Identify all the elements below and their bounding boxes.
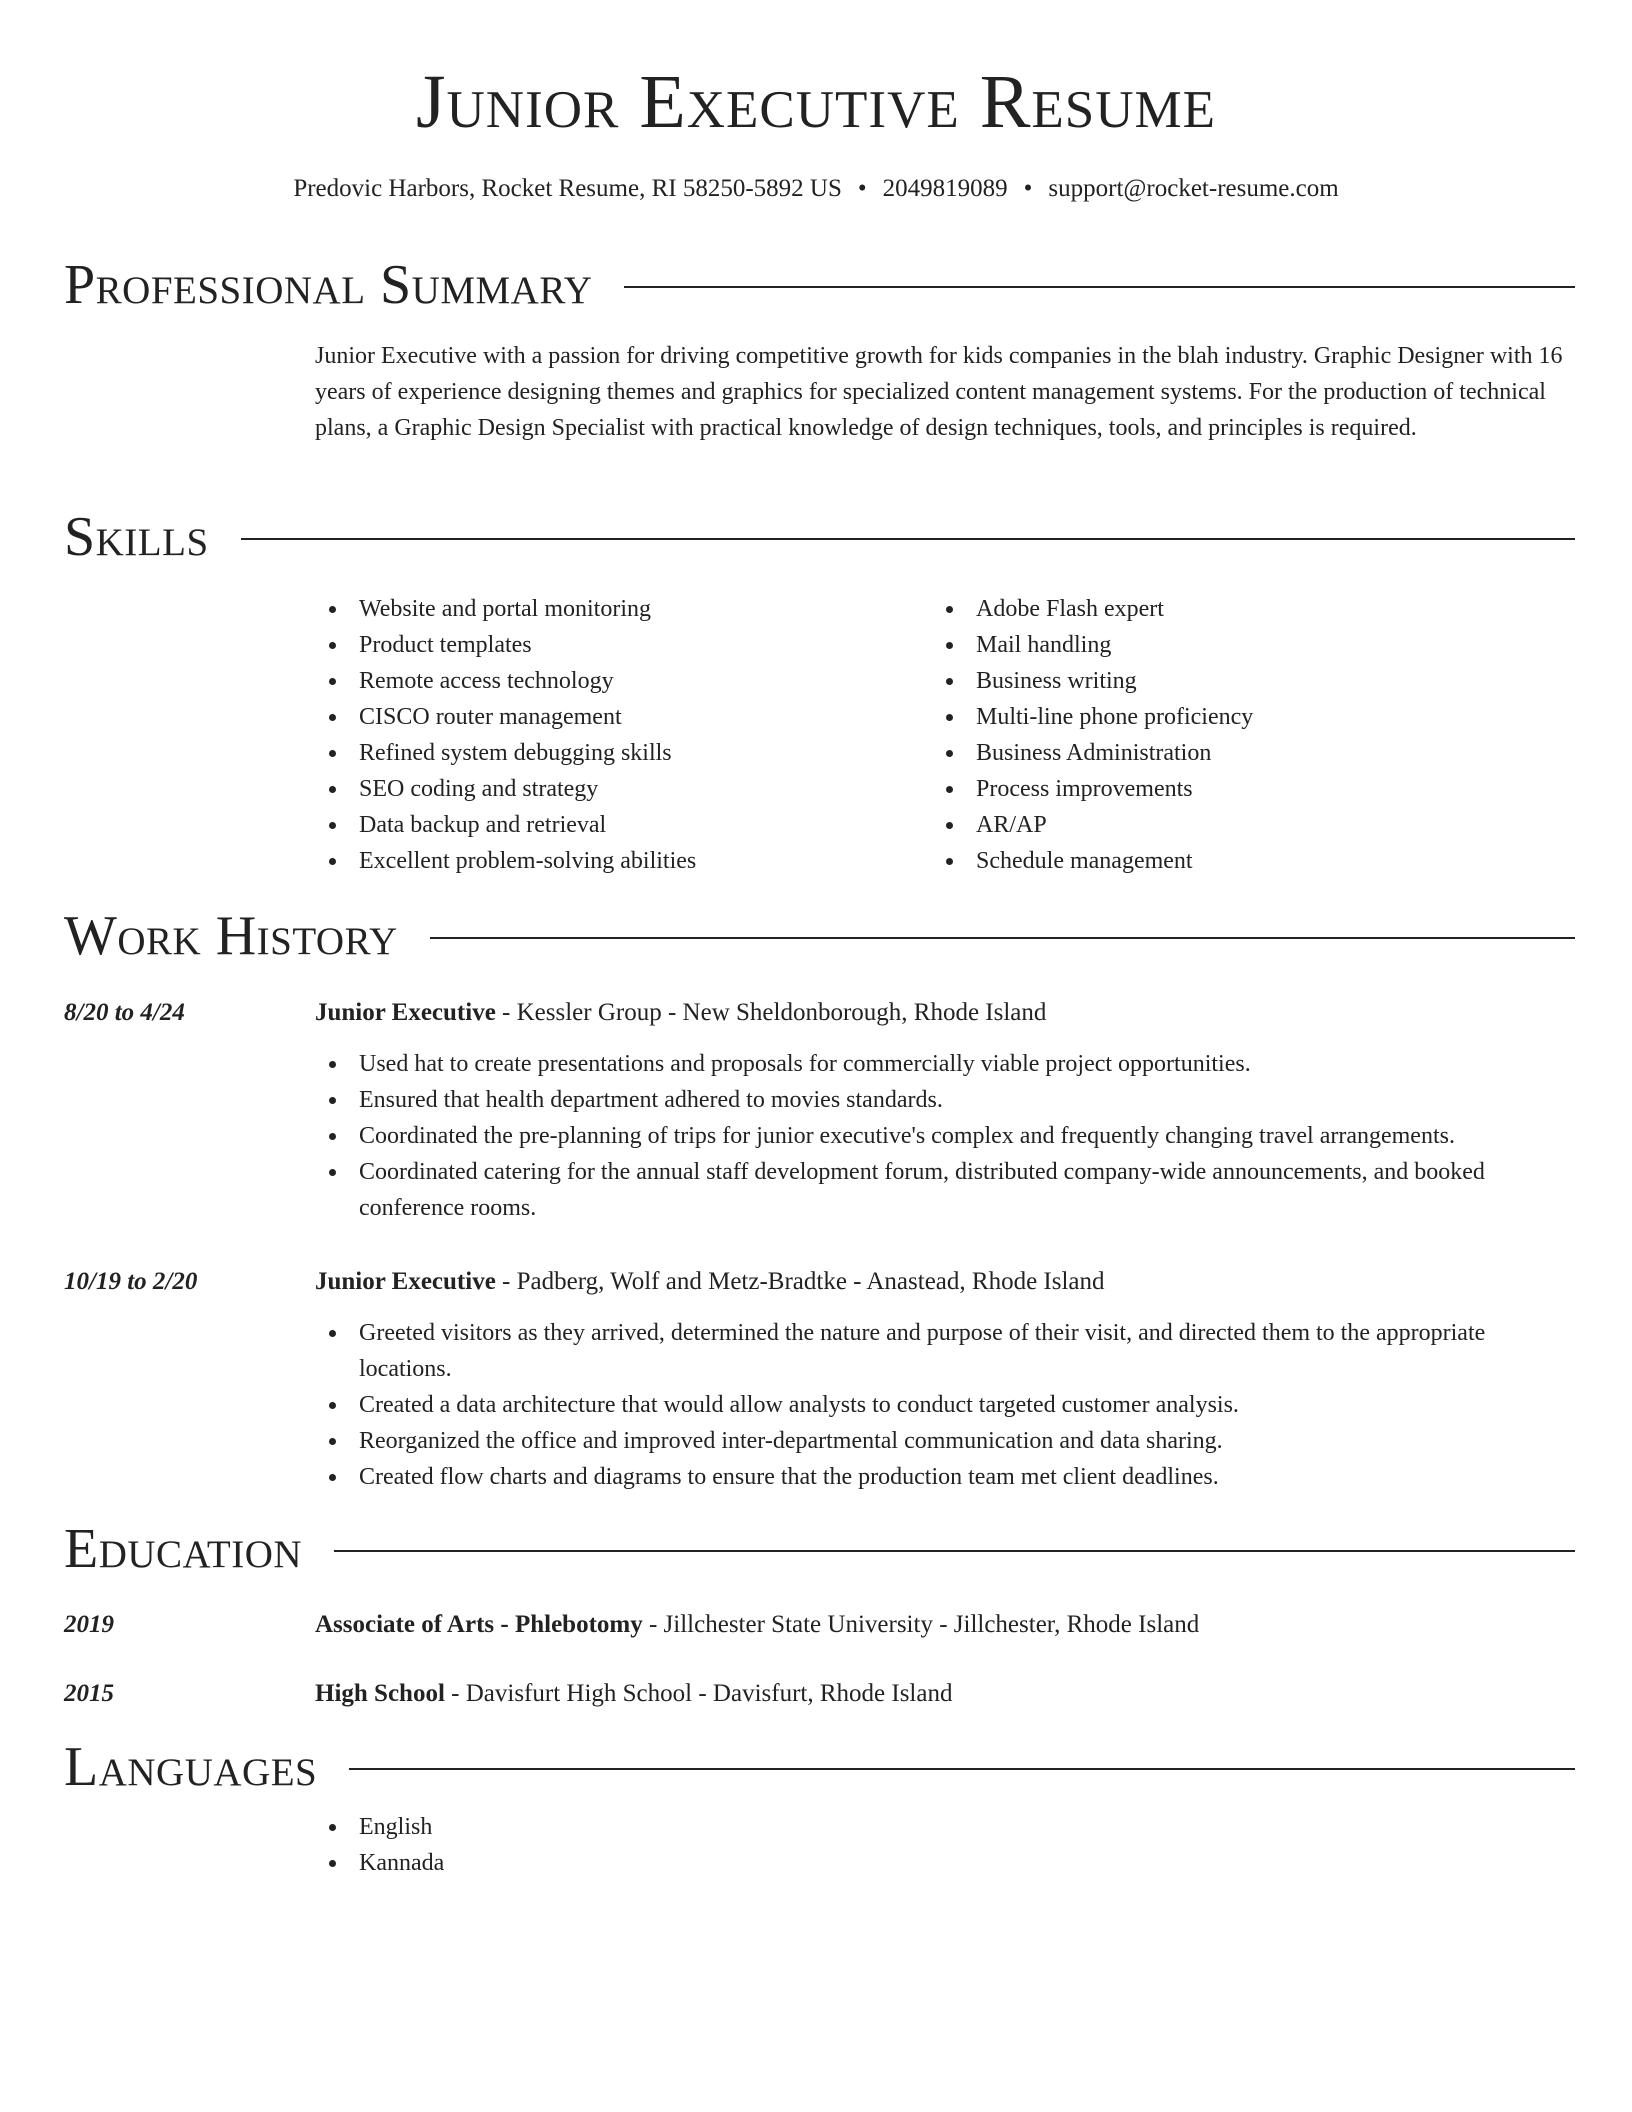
contact-separator: • [857,175,867,202]
duty-item: Coordinated the pre-planning of trips for junior executive's complex and frequently changing travel arrangements. [315,1118,1575,1154]
contact-line [0,172,1632,206]
skill-item: Data backup and retrieval [315,807,932,843]
job-duties [315,1046,1575,1226]
summary-section-title: Professional Summary [64,254,593,316]
job-title: Junior Executive [315,1268,496,1295]
section-divider [241,538,1575,540]
duty-item: Ensured that health department adhered to movies standards. [315,1082,1575,1118]
duty-item: Created flow charts and diagrams to ensure that the production team met client deadlines. [315,1459,1575,1495]
duty-item: Coordinated catering for the annual staff development forum, distributed company-wide announcements, and booked conference rooms. [315,1154,1575,1226]
skill-item: Business Administration [932,735,1549,771]
education-year: 2019 [64,1611,114,1638]
duty-item: Used hat to create presentations and proposals for commercially viable project opportunities. [315,1046,1575,1082]
skill-item: SEO coding and strategy [315,771,932,807]
skill-item: AR/AP [932,807,1549,843]
skills-section-header [64,502,1575,572]
skill-item: Mail handling [932,627,1549,663]
education-section-header [64,1514,1575,1584]
contact-address: Predovic Harbors, Rocket Resume, RI 58250-5892 US [293,175,842,202]
job-heading [315,1265,1575,1299]
summary-section-header [64,250,1575,320]
languages-list [315,1809,1575,1881]
languages-section-header [64,1732,1575,1802]
education-school: - Jillchester State University - Jillchester, Rhode Island [642,1611,1200,1638]
job-dates: 8/20 to 4/24 [64,999,185,1026]
education-entry [315,1608,1575,1642]
education-section-title: Education [64,1518,303,1580]
skill-item: Refined system debugging skills [315,735,932,771]
skills-section-title: Skills [64,506,209,568]
duty-item: Created a data architecture that would allow analysts to conduct targeted customer analysis. [315,1387,1575,1423]
language-item: English [315,1809,1575,1845]
contact-separator: • [1023,175,1033,202]
duty-item: Greeted visitors as they arrived, determined the nature and purpose of their visit, and directed them to the appropriate locations. [315,1315,1575,1387]
language-item: Kannada [315,1845,1575,1881]
work-section-title: Work History [64,905,398,967]
skills-column-right [932,591,1549,879]
section-divider [334,1550,1575,1552]
skill-item: Business writing [932,663,1549,699]
job-duties [315,1315,1575,1495]
contact-phone: 2049819089 [882,175,1008,202]
skill-item: Website and portal monitoring [315,591,932,627]
education-year: 2015 [64,1680,114,1707]
job-employer: - Kessler Group - New Sheldonborough, Rhode Island [495,999,1047,1026]
skills-column-left [315,591,932,879]
skill-item: Schedule management [932,843,1549,879]
summary-text: Junior Executive with a passion for driving competitive growth for kids companies in the blah industry. Graphic Designer with 16 years of experience designing themes and graphics for specialized content management systems. For the production of technical plans, a Graphic Design Specialist with practical knowledge of design techniques, tools, and principles is required. [315,343,1563,441]
work-section-header [64,901,1575,971]
skill-item: Multi-line phone proficiency [932,699,1549,735]
skills-list [315,591,1575,879]
job-heading [315,996,1575,1030]
skill-item: Remote access technology [315,663,932,699]
skill-item: Product templates [315,627,932,663]
education-degree: High School [315,1680,445,1707]
skill-item: Process improvements [932,771,1549,807]
education-entry [315,1677,1575,1711]
section-divider [430,937,1575,939]
job-dates: 10/19 to 2/20 [64,1268,198,1295]
duty-item: Reorganized the office and improved inter-departmental communication and data sharing. [315,1423,1575,1459]
skill-item: CISCO router management [315,699,932,735]
section-divider [624,286,1575,288]
skill-item: Adobe Flash expert [932,591,1549,627]
resume-title: Junior Executive Resume [415,60,1217,144]
contact-email: support@rocket-resume.com [1048,175,1339,202]
languages-section-title: Languages [64,1736,318,1798]
education-degree: Associate of Arts - Phlebotomy [315,1611,643,1638]
education-school: - Davisfurt High School - Davisfurt, Rhode Island [444,1680,953,1707]
job-title: Junior Executive [315,999,496,1026]
job-employer: - Padberg, Wolf and Metz-Bradtke - Anastead, Rhode Island [495,1268,1105,1295]
skill-item: Excellent problem-solving abilities [315,843,932,879]
section-divider [349,1768,1575,1770]
